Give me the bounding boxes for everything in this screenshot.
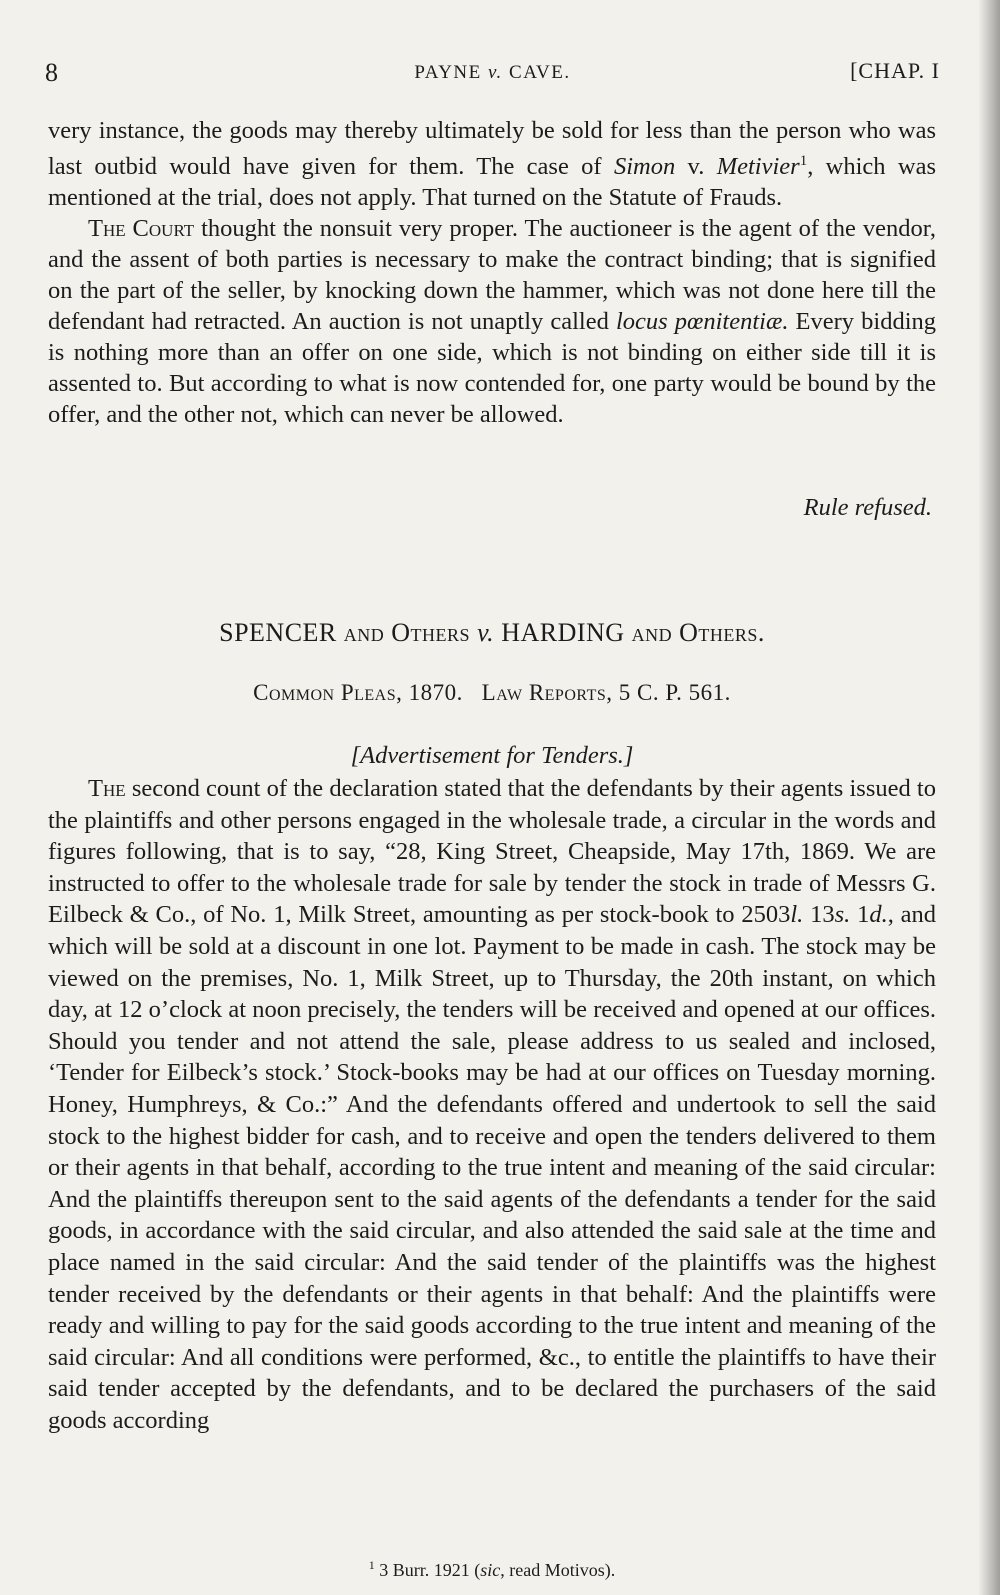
case-title <box>48 618 936 648</box>
case-name-italic: Simon <box>613 153 676 181</box>
text-run: 1 <box>850 901 870 929</box>
running-title-right: CAVE. <box>502 62 571 83</box>
text-run: , which was mentioned at the trial, does not apply. That turned on the Statute of Frauds. <box>48 153 936 212</box>
footnote-reference: 1 <box>799 153 808 169</box>
text-run: Every bidding is nothing more than an offer on one side, which is not binding on either side till it is assented to. But according to what is now contended for, one party would be bound by the offer, and the other not, which can never be allowed. <box>48 308 937 429</box>
footnote-sic: sic <box>480 1560 501 1580</box>
footnote <box>48 1558 936 1581</box>
court-name: Common Pleas, 1870. <box>253 680 463 705</box>
party-name: SPENCER <box>219 618 344 647</box>
party-suffix: and Others. <box>631 618 765 647</box>
text-run: 13 <box>803 901 835 929</box>
report-citation: Law Reports, 5 C. P. 561. <box>481 680 731 705</box>
versus: v. <box>470 618 502 647</box>
footnote-text: , read Motivos). <box>500 1560 616 1580</box>
page-gutter-shadow <box>978 0 1000 1595</box>
text-run: very instance, the goods may thereby ultimately be sold for less than the person who was last outbid would have given for them. The case of <box>48 117 936 181</box>
small-caps-lead: The Court <box>88 215 195 243</box>
chapter-label: [CHAP. I <box>850 58 940 83</box>
rule-refused: Rule refused. <box>803 494 932 521</box>
running-title <box>45 62 940 84</box>
case-subtitle: [Advertisement for Tenders.] <box>350 742 634 769</box>
body-text-upper <box>48 115 936 430</box>
currency-pence: d. <box>869 901 888 929</box>
paragraph-continued <box>48 115 936 213</box>
latin-phrase: locus pœnitentiæ. <box>615 308 789 336</box>
text-run: v. <box>675 153 717 181</box>
paragraph-declaration <box>48 773 936 1436</box>
small-caps-lead: The <box>88 775 126 802</box>
paragraph-court <box>48 213 936 430</box>
text-run: second count of the declaration stated that the defendants by their agents issued to the plaintiffs and other persons engaged in the wholesale trade, a circular in the words and figures following, that is to say, “28, King Street, Cheapside, May 17th, 1869. We are instructed to offer to the wholesale trade for sale by tender the stock in trade of Messrs G. Eilbeck & Co., of No. 1, Milk Street, amounting as per stock-book to 2503 <box>48 775 936 929</box>
party-name: HARDING <box>501 618 632 647</box>
case-name-italic: Metivier <box>716 153 800 181</box>
running-title-left: PAYNE <box>414 62 489 83</box>
page-header <box>45 58 940 88</box>
currency-pounds: l. <box>790 901 804 929</box>
running-title-v: v. <box>488 62 503 83</box>
page-number: 8 <box>45 58 58 87</box>
body-text-lower <box>48 773 936 1436</box>
currency-shillings: s. <box>834 901 851 929</box>
footnote-text: 3 Burr. 1921 ( <box>374 1560 481 1580</box>
footnote-mark: 1 <box>368 1558 375 1572</box>
text-run: , and which will be sold at a discount in one lot. Payment to be made in cash. The stock may be viewed on the premises, No. 1, Milk Street, up to Thursday, the 20th instant, on which day, at 12 o’clock at noon precisely, the tenders will be received and opened at our offices. Should you tender and not attend the sale, please address to us sealed and inclosed, ‘Tender for Eilbeck’s stock.’ Stock-books may be had at our offices on Tuesday morning. Honey, Humphreys, & Co.:” And the defendants offered and undertook to sell the said stock to the highest bidder for cash, and to receive and open the tenders delivered to them or their agents in that behalf, according to the true intent and meaning of the said circular: And the plaintiffs thereupon sent to the said agents of the defendants a tender for the said goods, in accordance with the said circular, and also attended the said sale at the time and place named in the said circular: And the said tender of the plaintiffs was the highest tender received by the defendants or their agents in that behalf: And the plaintiffs were ready and willing to pay for the said goods according to the true intent and meaning of the said circular: And all conditions were performed, &c., to entitle the plaintiffs to have their said tender accepted by the defendants, and to be declared the purchasers of the said goods according <box>48 901 937 1434</box>
text-run: thought the nonsuit very proper. The auctioneer is the agent of the vendor, and the assent of both parties is necessary to make the contract binding; that is signified on the part of the seller, by knocking down the hammer, which was not done here till the defendant had retracted. An auction is not unaptly called <box>48 215 937 336</box>
case-citation <box>48 680 936 706</box>
party-suffix: and Others <box>343 618 471 647</box>
